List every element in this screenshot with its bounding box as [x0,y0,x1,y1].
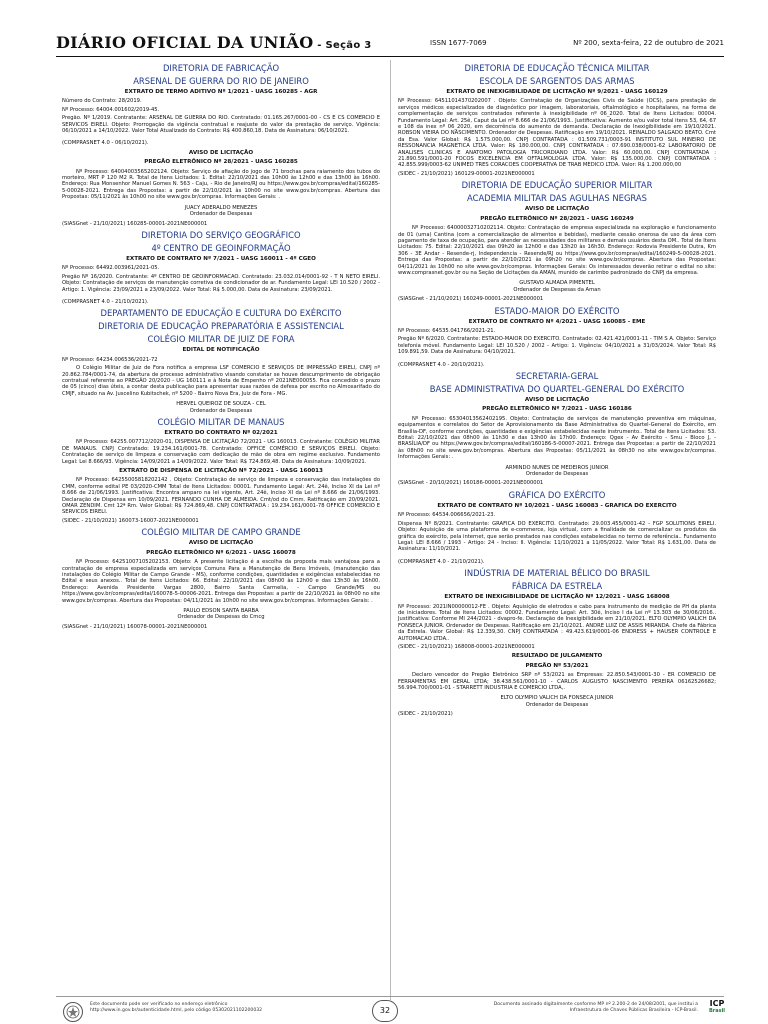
paragraph: Pregão Nº 16/2020. Contratante: 4º CENTRO DE GEOINFORMACAO. Contratado: 23.032.014/0001-92 - T N NETO EIRELI. Objeto: Contratação de serviços de manutenção corretiva de condicionador de ar. Fundamento Legal: LEI 10.520 / 2002 - Artigo: 1. Vigência: 23/09/2021 a 23/09/2022. Valor Total: R$ 5.000,00. Data de Assinatura: 23/09/2021. [62,273,380,293]
notice-aman [398,180,716,302]
notice-4-cgeo [62,230,380,305]
right-column [398,60,716,720]
notice-heading: EXTRATO DE DISPENSA DE LICITAÇÃO Nº 72/2021 - UASG 160013 [119,468,323,475]
paragraph: Nº Processo: 64534.006656/2021-23. [398,512,496,519]
paragraph: Nº Processo: 65304013562402195. Objeto: Contratação de serviços de manutenção preventiva em máquinas, equipamentos e correlatos do Setor de Aprovisionamento da Base Administrativa do Quartel-General do Exército, em Brasília-DF, conforme condições, quantidades e exigências estabelecidas neste instrumento.. Total de Itens Licitados: 53. Edital: 22/10/2021 das 08h00 às 11h30 e das 13h00 às 17h00. Endereço: Qgex - Av Exército - Smu - Bloco J, - BRASÍLIA/DF ou https://www.gov.br/compras/edital/160186-5-00007-2021. Entrega das Propostas: a partir de 22/10/2021 às 08h00 no site www.gov.br/compras. Abertura das Propostas: 05/11/2021 às 08h30 no site www.gov.br/compras. Informações Gerais: . [398,415,716,461]
icp-sub-label: Brasil [708,1008,726,1014]
signatory-name: GUSTAVO ALMADA PIMENTEL [519,280,595,287]
paragraph: (COMPRASNET 4.0 - 21/10/2021). [398,558,485,565]
paragraph: (SIASGnet - 21/10/2021) 160285-00001-2021NE000001 [62,220,208,227]
paragraph: Dispensa Nº 8/2021. Contratante: GRAFICA DO EXERCITO. Contratado: 29.003.455/0001-42 - FGP SOLUTIONS EIRELI. Objeto: Aquisição de uma plataforma de e-commerce, loja virtual, com a finalidade de comercializar os produtos da gráfica do exército, pela internet, que serão prestados nas condições estabelecidas no termo de referência.. Fundamento Legal: LEI 8.666 / 1993 - Artigo: 24 - Inciso: II. Vigência: 11/10/2021 a 11/05/2022. Valor Total: R$ 1.631,00. Data de Assinatura: 11/10/2021. [398,520,716,553]
paragraph: O Colégio Militar de Juiz de Fora notifica a empresa LSF COMERCIO E SERVIÇOS DE IMPRESSÃO EIRELI, CNPJ nº 20.862.784/0001-74, da abertura de processo administrativo visando constatar se houve descumprimento de obrigação contratual referente ao PREGÃO 20/2020 - UG 160111 e à Nota de Empenho nº 2021NE000055. Fica concedido o prazo de 05 (cinco) dias úteis, a contar desta publicação para apresentar suas razões de defesa por escrito no Almoxarifado do CMJF, situado na Av. Juscelino Kubitschek, nº 5200 - Bairro Nova Era, Juiz de Fora - MG. [62,365,380,397]
signatory-name: HERVEL QUEIROZ DE SOUZA - CEL [176,401,266,408]
column-divider [390,60,391,1000]
page-number: 32 [372,1000,398,1022]
paragraph: (SIDEC - 21/10/2021) [398,711,453,718]
section-label: - Seção 3 [313,40,372,51]
section-title: DIRETORIA DE EDUCAÇÃO TÉCNICA MILITAR [464,63,650,73]
section-title: GRÁFICA DO EXÉRCITO [508,489,606,500]
notice-fabrica-estrela [398,568,716,718]
signatory-role: Ordenador de Despesas [189,211,253,218]
section-title: DIRETORIA DE FABRICAÇÃO [162,63,280,73]
paragraph: Nº Processo: 64255005818202142 . Objeto: Contratação de serviço de limpeza e conservação das instalações do CMM, conforme edital PE 03/2020-CMM Total de Itens Licitados: 00001. Fundamento Legal: Art. 24ê, Inciso XI da Lei nº 8.666 de 21/06/1993. Justificativa: Encontra amparo na lei vigente, Art. 24ê, Inciso XI da Lei nº 8.666 de 21/06/1993. Declaração de Dispensa em 10/09/2021. FERNANDO CUNHA DE ALMEIDA. Cmt/od do Cmm. Ratificação em 20/09/2021. OMAR ZENDIM. Cmt 12ª Rm. Valor Global: R$ 724.869,48. CNPJ CONTRATADA : 19.234.161/0001-78 OFFICE COMERCIO E SERVICOS EIRELI. [62,477,380,516]
signatory-role: Ordenador de Despesas [525,471,589,478]
section-title: ESCOLA DE SARGENTOS DAS ARMAS [479,76,635,86]
paragraph: Pregão. Nº 1/2019. Contratante: ARSENAL DE GUERRA DO RIO. Contratado: 01.165.267/0001-00 - CS E CS COMERCIO E SERVICOS EIRELI. Objeto: Prorrogação da vigência contratual e reajuste do valor da prestação de serviço. Vigência: 06/10/2021 a 14/10/2022. Valor Total Atualizado do Contrato: R$ 400.860,18. Data de Assinatura: 06/10/2021. [62,115,380,135]
paragraph: Nº Processo: 64000032710202114. Objeto: Contratação de empresa especializada na exploração e funcionamento de 01 (uma) Cantina (com a comercialização de alimentos e bebidas), mediante cessão onerosa de uso da área com pagamento de taxa de ocupação, para atender as necessidades dos militares e demais usuários desta OM.. Total de Itens Licitados: 75. Edital: 22/10/2021 das 09h20 às 12h00 e das 13h20 às 16h30. Endereço: Rodovia Presidente Dutra, Km 306 - 3E Andar - Resende-rj, Independencia - Resende/RJ ou https://www.gov.br/compras/edital/160249-5-00028-2021. Entrega das Propostas: a partir de 22/10/2021 às 09h20 no site www.gov.br/compras. Abertura das Propostas: 04/11/2021 às 10h00 no site www.gov.br/compras. Informações Gerais: Os interessados deverão retirar o edital no site: www.comprasnet.gov.br ou na Seção de Licitações da AMAN, munido de carimbo padronizado do CNPJ da empresa. [398,225,716,276]
notice-cmm [62,417,380,524]
section-title: ESTADO-MAIOR DO EXÉRCITO [494,305,620,316]
notice-heading: PREGÃO ELETRÔNICO Nº 7/2021 - UASG 160186 [482,406,632,413]
icp-brasil-logo [704,1000,730,1014]
footer-rule [56,996,724,997]
notice-heading: PREGÃO ELETRÔNICO Nº 28/2021 - UASG 160285 [144,159,298,166]
paragraph: Nº Processo: 64004003565202124. Objeto: Serviço de afiação do jogo de 71 brochas para raiamento dos tubos do morteiro, MRT P 120 M2 R. Total de Itens Licitados: 1. Edital: 22/10/2021 das 10h00 às 12h00 e das 13h00 às 16h00. Endereço: Rua Monsenhor Manuel Gomes N. 563 - Caju, - Rio de Janeiro/RJ ou https://www.gov.br/compras/edital/160285-5-00028-2021. Entrega das Propostas: a partir de 22/10/2021 às 10h00 no site www.gov.br/compras. Abertura das Propostas: 05/11/2021 às 10h00 no site www.gov.br/compras. Informações Gerais: . [62,168,380,201]
signature-note: Documento assinado digitalmente conforme MP nº 2.200-2 de 24/08/2001, que institui a Infraestrutura de Chaves Públicas Brasileira - ICP-Brasil. [493,1002,698,1013]
notice-heading: AVISO DE LICITAÇÃO [524,397,590,403]
paragraph: (SIASGnet - 21/10/2021) 160078-00001-2021NE000001 [62,623,208,630]
section-title: ACADEMIA MILITAR DAS AGULHAS NEGRAS [467,193,647,204]
paragraph: Número do Contrato: 28/2019. [62,98,142,105]
section-title: DIRETORIA DO SERVIÇO GEOGRÁFICO [141,229,301,240]
notice-heading: EXTRATO DE TERMO ADITIVO Nº 1/2021 - UASG 160285 - AGR [124,89,318,95]
notice-heading: PREGÃO ELETRÔNICO Nº 28/2021 - UASG 160249 [480,215,634,222]
section-title: FÁBRICA DA ESTRELA [511,581,603,592]
paragraph: (SIDEC - 21/10/2021) 168008-00001-2021NE000001 [398,643,535,650]
signatory-role: Ordenador de Despesas da Aman [513,286,601,293]
notice-heading: AVISO DE LICITAÇÃO [524,206,590,213]
paragraph: Nº Processo: 64004.001602/2019-45. [62,106,160,113]
section-title: ARSENAL DE GUERRA DO RIO DE JANEIRO [133,76,309,86]
notice-bda-qgex [398,371,716,487]
section-title: 4º CENTRO DE GEOINFORMAÇÃO [151,242,291,253]
paragraph: (SIDEC - 21/10/2021) 160129-00001-2021NE000001 [398,170,535,177]
signatory-name: ARMINDO NUNES DE MEDEIROS JUNIOR [505,464,609,471]
paragraph: (COMPRASNET 4.0 - 06/10/2021). [62,140,149,147]
section-title: COLÉGIO MILITAR DE MANAUS [157,417,285,427]
left-column [62,60,380,632]
paragraph: (SIASGnet - 21/10/2021) 160249-00001-2021NE000001 [398,296,544,303]
paragraph: Nº Processo: 64255.007712/2020-01, DISPENSA DE LICITAÇÃO 72/2021 - UG 160013. Contratante: COLÉGIO MILITAR DE MANAUS. CNPJ Contratado: 19.234.161/0001-78. Contratado: OFFICE COMÉRCIO E SERVIÇOS EIRELI. Objeto: Contratação de serviço de limpeza e conservação com dedicação de mão de obra em regime exclusivo. Fundamento Legal: Lei 8.666/93. Vigência: 14/09/2021 a 14/09/2022. Valor Total: R$ 724.869,48. Data de Assinatura: 10/09/2021. [62,439,380,465]
notice-esa [398,63,716,177]
paragraph: Nº Processo: 64511014370202007 . Objeto: Contratação de Organizações Civis de Saúde (OCS), para prestação de serviços médicos especializados de diagnóstico por imagem, laboratoriais, oftalmológico e hospitalares, na forma de complementação de serviços contratados referente à inexigibilidade nº 06_2020. Total de Itens Licitados: 00004. Fundamento Legal: Art. 25ê, Caput da Lei nº 8.666 de 21/06/1993.. Justificativa: Aumento e/ou valor total itens 53, 64, 67 e 108 da inex nº 06_2020, em decorrência do aumento de demanda. Declaração de Inexigibilidade em 19/10/2021. ROBSON VIEIRA DO NASCIMENTO. Ordenador de Despesas. Ratificação em 19/10/2021. REINALDO SALGADO BEATO. Cmt da Esa. Valor Global: R$ 1.575.000,00. CNPJ CONTRATADA : 01.509.731/0003-91 INSTITUTO SUL MINEIRO DE RESSONANCIA MAGNETICA LTDA. Valor: R$ 180.000,00. CNPJ CONTRATADA : 07.690.038/0001-62 LABORATORIO DE ANALISES CLINICAS E ANATOMO PATOLOGIA TRICORDIANO LTDA. Valor: R$ 60.000,00. CNPJ CONTRATADA : 21.890.591/0001-20 FOCOS EXCELENCIA EM OFTALMOLOGIA LTDA. Valor: R$ 135.000,00. CNPJ CONTRATADA : 42.855.999/0003-62 UNIMED TRES CORACOES COOPERATIVA DE TRAB MEDICO LTDA. Valor: R$ 1.200.000,00 [398,98,716,169]
publication-name: DIÁRIO OFICIAL DA UNIÃO [56,33,314,52]
paragraph: (COMPRASNET 4.0 - 21/10/2021). [62,298,149,305]
paragraph: (SIDEC - 21/10/2021) 160073-16007-2021NE000001 [62,517,199,524]
notice-cmcg [62,527,380,630]
notice-heading: EXTRATO DE CONTRATO Nº 10/2021 - UASG 160083 - GRAFICA DO EXERCITO [437,502,677,509]
notice-cmjf [62,308,380,414]
notice-heading: EXTRATO DE CONTRATO Nº 7/2021 - UASG 160011 - 4º CGEO [126,255,316,262]
section-title: COLÉGIO MILITAR DE CAMPO GRANDE [141,527,301,538]
section-title: COLÉGIO MILITAR DE JUIZ DE FORA [147,334,295,345]
notice-heading: RESULTADO DE JULGAMENTO [511,653,603,660]
notice-heading: EXTRATO DE INEXIGIBILIDADE DE LICITAÇÃO Nº 12/2021 - UASG 168008 [444,594,670,601]
verification-note: Este documento pode ser verificado no endereço eletrônico http://www.in.gov.br/autenticidade.html, pelo código 05302021102200032 [90,1002,263,1013]
notice-heading: PREGÃO Nº 53/2021 [525,662,589,669]
edition-date: Nº 200, sexta-feira, 22 de outubro de 2021 [573,39,724,47]
section-title: DIRETORIA DE EDUCAÇÃO PREPARATÓRIA E ASSISTENCIAL [98,321,344,332]
signatory-role: Ordenador de Despesas [189,407,253,414]
signatory-name: PAULO EDSON SANTA BARBA [183,607,259,614]
notice-grafica [398,490,716,565]
paragraph: Nº Processo: 64535.041766/2021-21. [398,327,496,334]
section-title: SECRETARIA-GERAL [515,371,599,381]
notice-heading: EDITAL DE NOTIFICAÇÃO [182,347,260,354]
paragraph: Nº Processo: 2021IN00000012-FE . Objeto: Aquisição de eletrodos e cabo para instrumento de medição de PH da planta de iniciadores. Total de Itens Licitados: 00002. Fundamento Legal: Art. 30ê, Inciso I da Lei nº 13.303 de 30/06/2016.. Justificativa: Conforme MI 244/2021 - dvapro-fe. Declaração de Inexigibilidade em 21/10/2021. ELTO OLYMPIO VALICH DA FONSECA JUNIOR. Ordenador de Despesas. Ratificação em 21/10/2021. ANDRE LUIZ DE ASSIS MIRANDA. Chefe da Fábrica da Estrela. Valor Global: R$ 12.339,30. CNPJ CONTRATADA : 49.423.619/0001-06 ENDRESS + HAUSER CONTROLE E AUTOMACAO LTDA.. [398,603,716,642]
signatory-name: JUACY ADERALDO MENEZES [184,204,258,211]
masthead [56,34,724,57]
notice-heading: AVISO DE LICITAÇÃO [188,149,254,156]
signatory-role: Ordenador de Despesas do Cmcg [177,614,265,621]
paragraph: Nº Processo: 64492.003961/2021-05. [62,265,160,272]
paragraph: Pregão Nº 6/2020. Contratante: ESTADO-MAIOR DO EXERCITO. Contratado: 02.421.421/0001-11 - TIM S A. Objeto: Serviço telefonia móvel. Fundamento Legal: LEI 10.520 / 2002 - Artigo: 1. Vigência: 04/10/2021 a 31/03/2024. Valor Total: R$ 109.891,59. Data de Assinatura: 04/10/2021. [398,336,716,356]
section-title: DEPARTAMENTO DE EDUCAÇÃO E CULTURA DO EXÉRCITO [100,308,342,319]
section-title: DIRETORIA DE EDUCAÇÃO SUPERIOR MILITAR [461,180,653,191]
paragraph: Nº Processo: 64234.006536/2021-72 [62,356,158,363]
notice-heading: PREGÃO ELETRÔNICO Nº 6/2021 - UASG 160078 [146,549,296,556]
paragraph: (SIASGnet - 20/10/2021) 160186-00001-2021NE000001 [398,480,544,487]
paragraph: Declaro vencedor do Pregão Eletrônico SRP nº 53/2021 as Empresas: 22.850.543/0001-30 - ER COMERCIO DE FERRAMENTAS EM GERAL LTDA; 38.438.561/0001-10 - CARLOS AUGUSTO NASCIMENTO PEREIRA 06162526682; 56.994.700/0001-01 - STARRETT INDUSTRIA E COMERCIO LTDA,. [398,672,716,691]
section-title: INDÚSTRIA DE MATERIAL BÉLICO DO BRASIL [464,568,650,579]
notice-heading: EXTRATO DO CONTRATO Nº 02/2021 [164,430,278,436]
paragraph: (COMPRASNET 4.0 - 20/10/2021). [398,361,485,368]
coat-of-arms-icon [63,1002,83,1022]
notice-heading: EXTRATO DE CONTRATO Nº 4/2021 - UASG 160085 - EME [468,318,646,325]
paragraph: Nº Processo: 64251007105202153. Objeto: A presente licitação é a escolha da proposta mais vantajosa para a contratação de empresa especializada em serviços Comuns Para a Manutenção de Bens Imóveis, (manutenção das instalações do Colégio Militar de Campo Grande - MS), conforme condições, quantidades e exigências estabelecidas no Edital e seus anexos.. Total de Itens Licitados: 66. Edital: 22/10/2021 das 08h00 às 12h00 e das 13h30 às 16h00. Endereço: Avenida Presidente Vargas 2800, Bairro Santa Carmelia, - Campo Grande/MS ou https://www.gov.br/compras/edital/160078-5-00006-2021. Entrega das Propostas: a partir de 22/10/2021 às 08h00 no site www.gov.br/compras. Abertura das Propostas: 04/11/2021 às 10h00 no site www.gov.br/compras. Informações Gerais: . [62,559,380,604]
notice-heading: EXTRATO DE INEXIGIBILIDADE DE LICITAÇÃO Nº 9/2021 - UASG 160129 [446,89,668,95]
masthead-title [56,34,372,55]
section-title: BASE ADMINISTRATIVA DO QUARTEL-GENERAL DO EXÉRCITO [429,384,685,394]
issn: ISSN 1677-7069 [430,39,487,47]
notice-arsenal-guerra [62,63,380,227]
icp-label: ICP [709,999,725,1008]
notice-eme [398,306,716,368]
signatory-name: ELTO OLYMPIO VALICH DA FONSECA JUNIOR [500,695,614,702]
notice-heading: AVISO DE LICITAÇÃO [188,540,254,547]
signatory-role: Ordenador de Despesas [525,701,589,708]
